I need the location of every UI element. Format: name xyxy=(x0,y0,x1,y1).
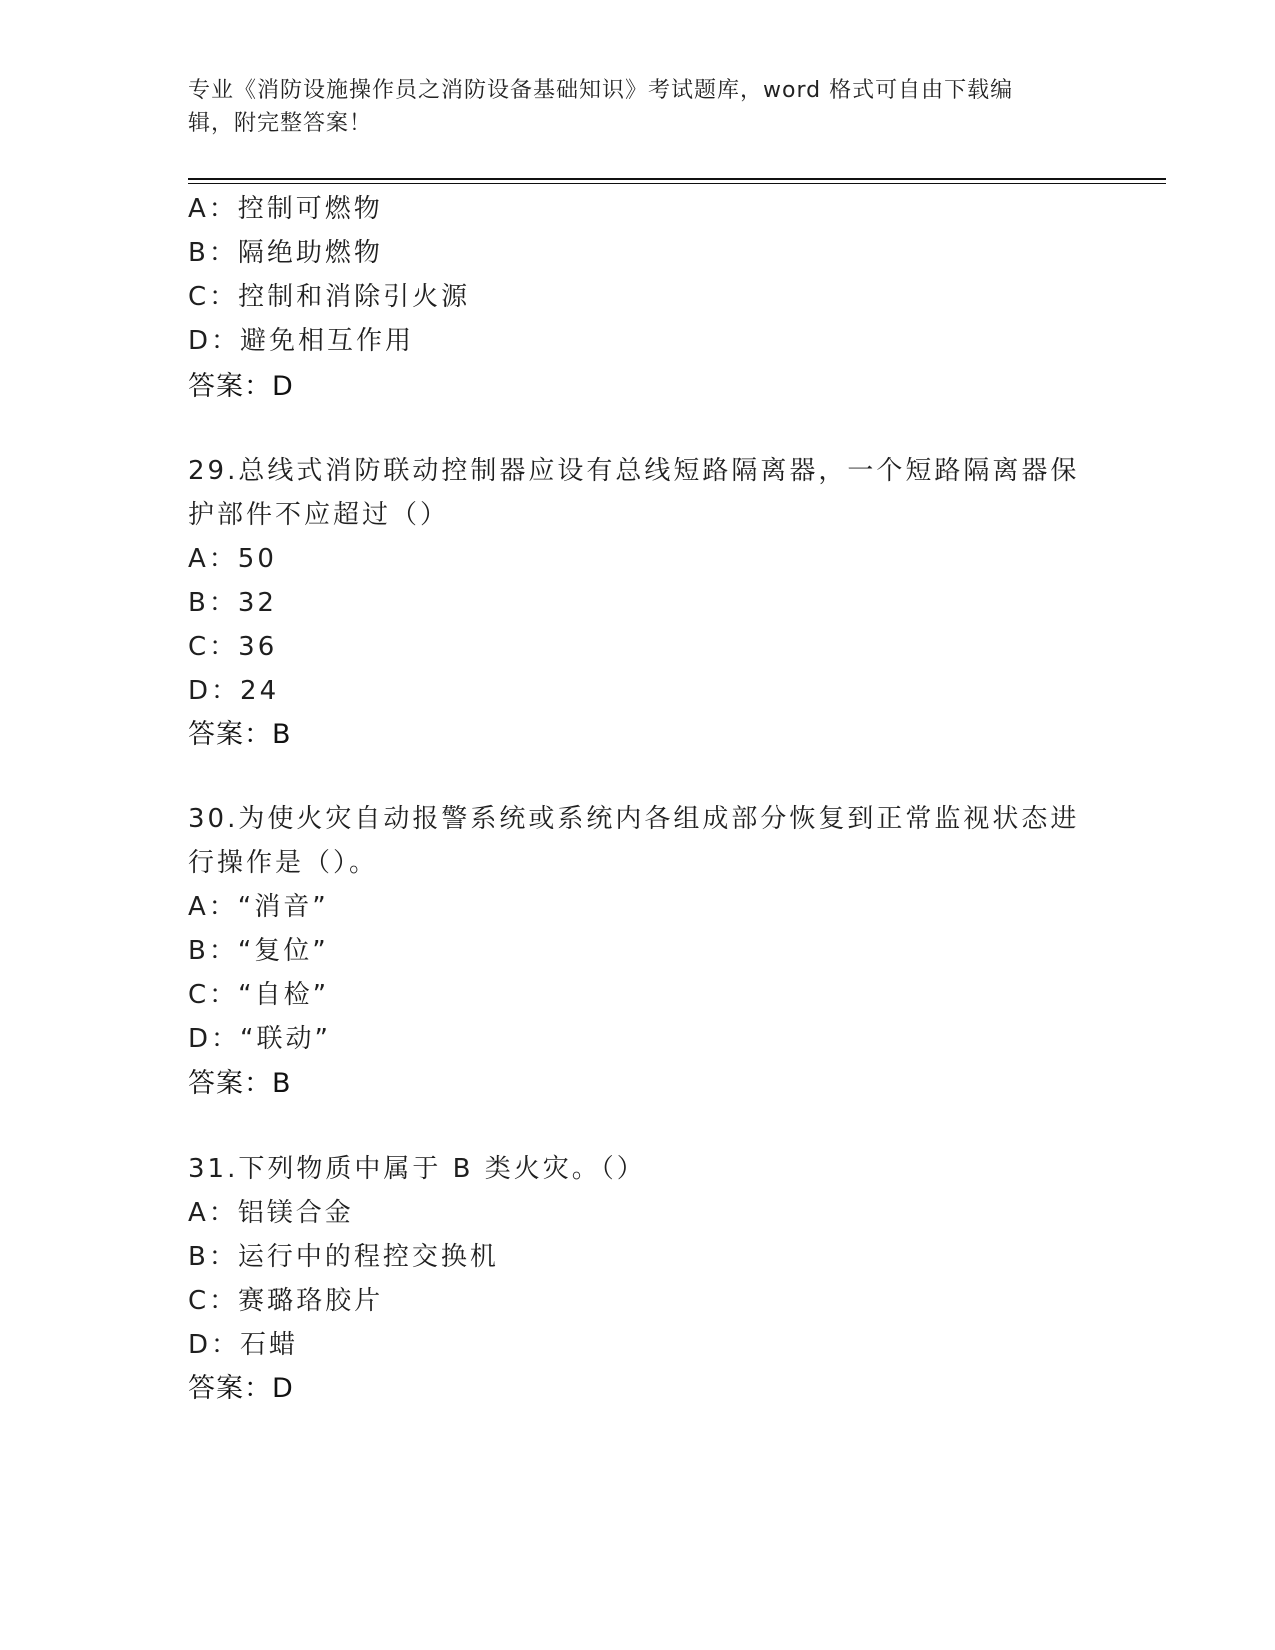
q31-option-b: B：运行中的程控交换机 xyxy=(188,1242,499,1272)
q28-option-b: B：隔绝助燃物 xyxy=(188,238,383,268)
q29-answer: 答案：B xyxy=(188,719,292,750)
q31-option-d: D：石蜡 xyxy=(188,1330,299,1360)
header-line-1: 专业《消防设施操作员之消防设备基础知识》考试题库，word 格式可自由下载编 xyxy=(188,78,1014,103)
q28-answer: 答案：D xyxy=(188,371,294,402)
q29-option-d: D：24 xyxy=(188,676,280,706)
q31-option-a: A：铝镁合金 xyxy=(188,1198,354,1228)
document-header xyxy=(188,74,1078,140)
q31-option-c: C：赛璐珞胶片 xyxy=(188,1286,384,1316)
q28-option-c: C：控制和消除引火源 xyxy=(188,282,471,312)
q29-option-a: A：50 xyxy=(188,544,277,574)
q29-stem-line-2: 护部件不应超过（） xyxy=(188,500,450,530)
q31-stem-line-1: 31.下列物质中属于 B 类火灾。（） xyxy=(188,1154,646,1184)
q29-option-b: B：32 xyxy=(188,588,277,618)
q28-option-a: A：控制可燃物 xyxy=(188,194,383,224)
q31-answer: 答案：D xyxy=(188,1373,294,1404)
q30-answer: 答案：B xyxy=(188,1068,292,1099)
q30-option-d: D：“联动” xyxy=(188,1024,331,1054)
q30-option-c: C：“自检” xyxy=(188,980,330,1010)
q28-option-d: D：避免相互作用 xyxy=(188,326,415,356)
header-line-2: 辑，附完整答案！ xyxy=(188,111,373,136)
header-divider-thick xyxy=(188,178,1166,180)
q30-option-a: A：“消音” xyxy=(188,892,329,922)
q29-stem-line-1: 29.总线式消防联动控制器应设有总线短路隔离器，一个短路隔离器保 xyxy=(188,456,1080,486)
q30-stem-line-2: 行操作是（）。 xyxy=(188,848,379,878)
q29-option-c: C：36 xyxy=(188,632,278,662)
q30-stem-line-1: 30.为使火灾自动报警系统或系统内各组成部分恢复到正常监视状态进 xyxy=(188,804,1080,834)
q30-option-b: B：“复位” xyxy=(188,936,329,966)
header-divider-thin xyxy=(188,183,1166,184)
